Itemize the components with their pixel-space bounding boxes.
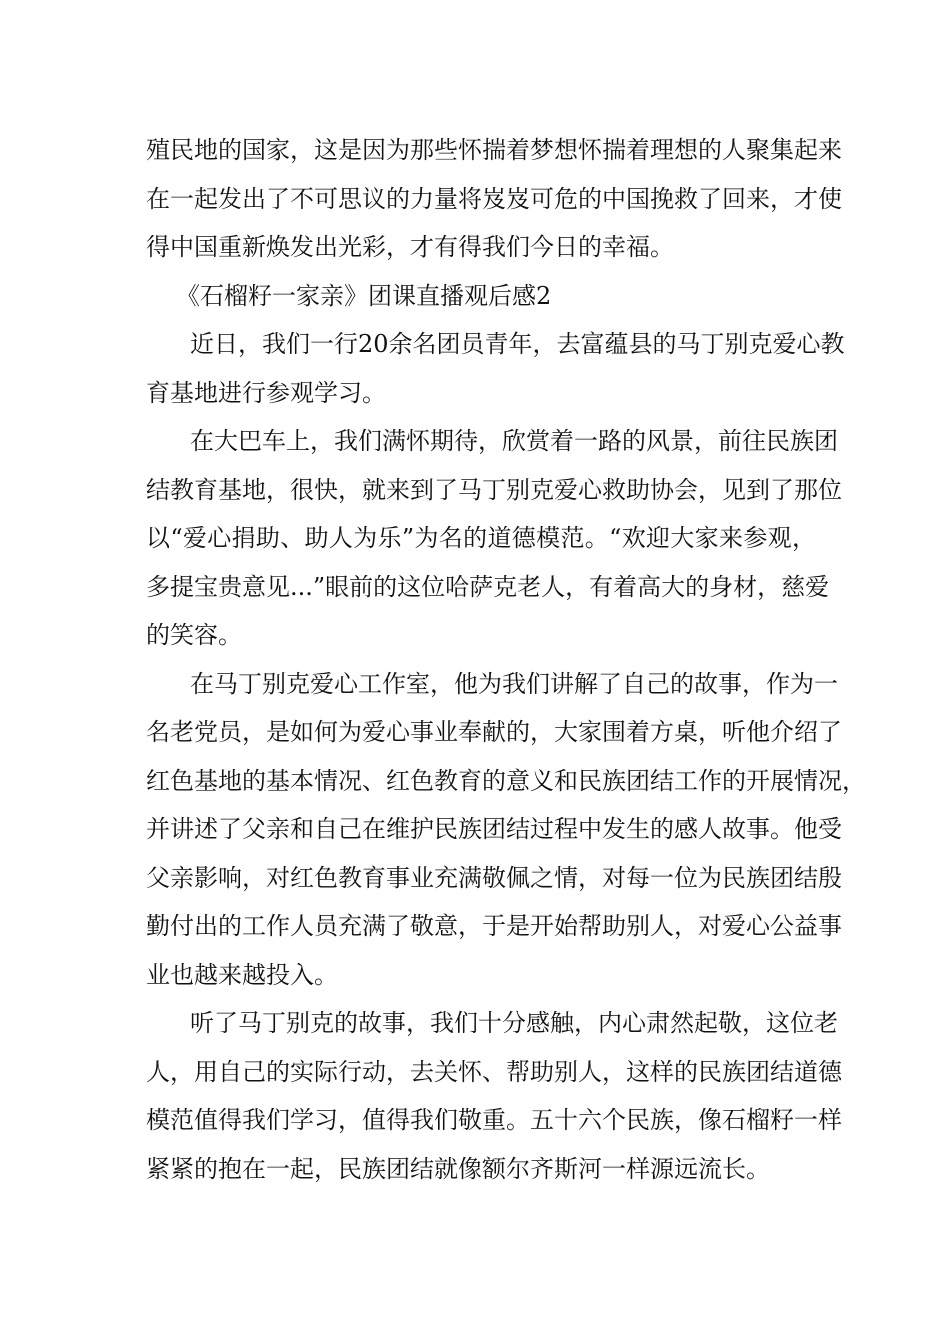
paragraph bbox=[146, 417, 842, 660]
heading-text: 《石榴籽一家亲》团课直播观后感2 bbox=[176, 281, 552, 310]
paragraph bbox=[146, 999, 842, 1193]
text-line: 红色基地的基本情况、红色教育的意义和民族团结工作的开展情况， bbox=[146, 766, 866, 795]
text-line: 听了马丁别克的故事，我们十分感触，内心肃然起敬，这位老 bbox=[190, 1009, 838, 1037]
text-line: 在大巴车上，我们满怀期待，欣赏着一路的风景，前往民族团 bbox=[190, 427, 838, 455]
text-line: 的笑容。 bbox=[146, 621, 242, 649]
text-line: 以“爱心捐助、助人为乐”为名的道德模范。“欢迎大家来参观， bbox=[146, 524, 816, 552]
text-line: 勤付出的工作人员充满了敬意，于是开始帮助别人，对爱心公益事 bbox=[146, 912, 842, 940]
text-line: 殖民地的国家，这是因为那些怀揣着梦想怀揣着理想的人聚集起来 bbox=[146, 136, 842, 164]
paragraph bbox=[146, 320, 845, 417]
paragraph bbox=[146, 660, 866, 1000]
section-heading bbox=[146, 272, 816, 321]
text-line: 近日，我们一行20余名团员青年，去富蕴县的马丁别克爱心教 bbox=[190, 330, 845, 358]
paragraph-continuation bbox=[146, 126, 842, 272]
text-line: 多提宝贵意见...”眼前的这位哈萨克老人，有着高大的身材，慈爱 bbox=[146, 572, 830, 601]
document-body bbox=[146, 126, 866, 1193]
text-line: 父亲影响，对红色教育事业充满敬佩之情，对每一位为民族团结殷 bbox=[146, 863, 842, 892]
text-line: 人，用自己的实际行动，去关怀、帮助别人，这样的民族团结道德 bbox=[146, 1057, 842, 1086]
text-line: 业也越来越投入。 bbox=[146, 960, 338, 989]
text-line: 得中国重新焕发出光彩，才有得我们今日的幸福。 bbox=[146, 233, 674, 261]
text-line: 模范值得我们学习，值得我们敬重。五十六个民族，像石榴籽一样 bbox=[146, 1106, 842, 1134]
text-line: 结教育基地，很快，就来到了马丁别克爱心救助协会，见到了那位 bbox=[146, 475, 842, 504]
text-line: 名老党员，是如何为爱心事业奉献的，大家围着方桌，听他介绍了 bbox=[146, 718, 842, 746]
text-line: 在马丁别克爱心工作室，他为我们讲解了自己的故事，作为一 bbox=[190, 669, 838, 698]
text-line: 紧紧的抱在一起，民族团结就像额尔齐斯河一样源远流长。 bbox=[146, 1154, 770, 1183]
text-line: 育基地进行参观学习。 bbox=[146, 378, 386, 407]
text-line: 并讲述了父亲和自己在维护民族团结过程中发生的感人故事。他受 bbox=[146, 815, 842, 843]
text-line: 在一起发出了不可思议的力量将岌岌可危的中国挽救了回来，才使 bbox=[146, 184, 842, 213]
